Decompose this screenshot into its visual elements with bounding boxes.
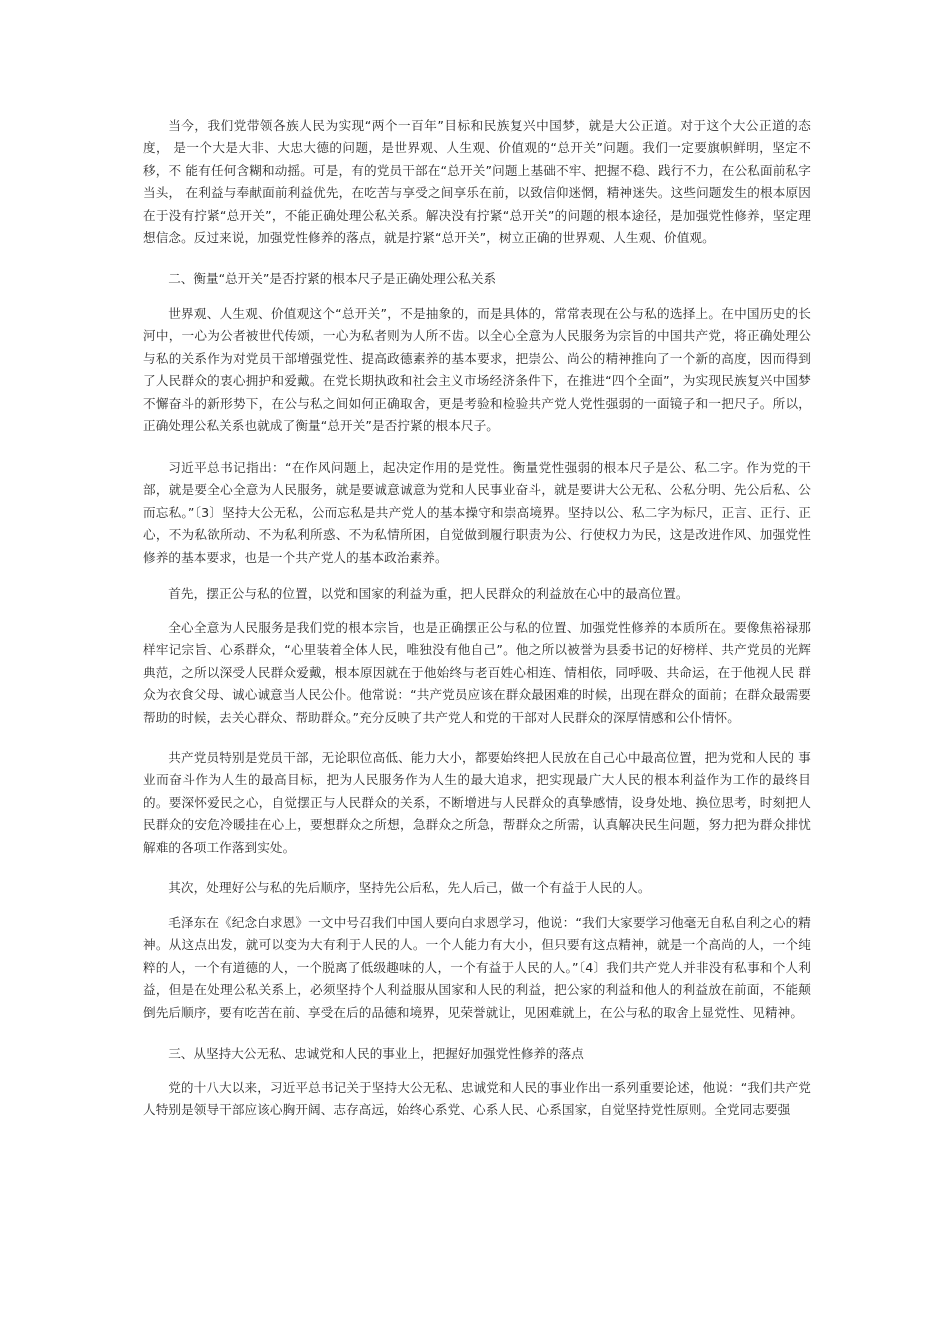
paragraph-9: 党的十八大以来，习近平总书记关于坚持大公无私、忠诚党和人民的事业作出一系列重要论述，他说：“我们共产党人特别是领导干部应该心胸开阔、志存高远，始终心系党、心系人民、心系国家，自觉坚持党性原则。全党同志要强 [143,1080,811,1118]
paragraph-5: 全心全意为人民服务是我们党的根本宗旨，也是正确摆正公与私的位置、加强党性修养的本质所在。要像焦裕禄那样牢记宗旨、心系群众，“心里装着全体人民，唯独没有他自己”。他之所以被誉为县委书记的好榜样、共产党员的光辉典范，之所以深受人民群众爱戴，根本原因就在于他始终与老百姓心相连、情相依，同呼吸、共命运，在于他视人民 群众为衣食父母、诚心诚意当人民公仆。他常说：“共产党员应该在群众最困难的时候，出现在群众的面前；在群众最需要帮助的时候，去关心群众、帮助群众。”充分反映了共产党人和党的干部对人民群众的深厚情感和公仆情怀。 [143,620,811,725]
paragraph-6: 共产党员特别是党员干部，无论职位高低、能力大小，都要始终把人民放在自己心中最高位置，把为党和人民的 事业而奋斗作为人生的最高目标，把为人民服务作为人生的最大追求，把实现最广大人民的根本利益作为工作的最终目的。要深怀爱民之心，自觉摆正与人民群众的关系，不断增进与人民群众的真挚感情，设身处地、换位思考，时刻把人民群众的安危冷暖挂在心上，要想群众之所想，急群众之所急，帮群众之所需，认真解决民生问题，努力把为群众排忧 解难的各项工作落到实处。 [143,750,811,855]
section-heading-2: 二、衡量“总开关”是否拧紧的根本尺子是正确处理公私关系 [168,271,497,286]
section-heading-3: 三、从坚持大公无私、忠诚党和人民的事业上，把握好加强党性修养的落点 [168,1046,584,1061]
paragraph-7: 其次，处理好公与私的先后顺序，坚持先公后私，先人后己，做一个有益于人民的人。 [168,880,651,895]
paragraph-8: 毛泽东在《纪念白求恩》一文中号召我们中国人要向白求恩学习，他说：“我们大家要学习他毫无自私自利之心的精神。从这点出发，就可以变为大有利于人民的人。一个人能力有大小，但只要有这点精神，就是一个高尚的人，一个纯粹的人，一个有道德的人，一个脱离了低级趣味的人，一个有益于人民的人。”〔4〕我们共产党人并非没有私事和个人利益，但是在处理公私关系上，必须坚持个人利益服从国家和人民的利益，把公家的利益和他人的利益放在前面，不能颠倒先后顺序，要有吃苦在前、享受在后的品德和境界，见荣誉就让，见困难就上，在公与私的取舍上显党性、见精神。 [143,915,811,1020]
paragraph-2: 世界观、人生观、价值观这个“总开关”，不是抽象的，而是具体的，常常表现在公与私的选择上。在中国历史的长河中，一心为公者被世代传颂，一心为私者则为人所不齿。以全心全意为人民服务为宗旨的中国共产党，将正确处理公与私的关系作为对党员干部增强党性、提高政德素养的基本要求，把崇公、尚公的精神推向了一个新的高度，因而得到了人民群众的衷心拥护和爱戴。在党长期执政和社会主义市场经济条件下，在推进“四个全面”，为实现民族复兴中国梦不懈奋斗的新形势下，在公与私之间如何正确取舍，更是考验和检验共产党人党性强弱的一面镜子和一把尺子。所以， 正确处理公私关系也就成了衡量“总开关”是否拧紧的根本尺子。 [143,306,811,434]
paragraph-4: 首先，摆正公与私的位置，以党和国家的利益为重，把人民群众的利益放在心中的最高位置。 [168,586,689,601]
paragraph-3: 习近平总书记指出：“在作风问题上，起决定作用的是党性。衡量党性强弱的根本尺子是公、私二字。作为党的干部，就是要全心全意为人民服务，就是要诚意诚意为党和人民事业奋斗，就是要讲大公无私、公私分明、先公后私、公而忘私。”〔3〕坚持大公无私，公而忘私是共产党人的基本操守和崇高境界。坚持以公、私二字为标尺，正言、正行、正心，不为私欲所动、不为私利所惑、不为私情所困，自觉做到履行职责为公、行使权力为民，这是改进作风、加强党性修养的基本要求，也是一个共产党人的基本政治素养。 [143,460,811,565]
paragraph-1: 当今，我们党带领各族人民为实现“两个一百年”目标和民族复兴中国梦，就是大公正道。对于这个大公正道的态度， 是一个大是大非、大忠大德的问题，是世界观、人生观、价值观的“总开关”问题。我们一定要旗帜鲜明，坚定不移，不 能有任何含糊和动摇。可是，有的党员干部在“总开关”问题上基础不牢、把握不稳、践行不力，在公私面前私字当头， 在利益与奉献面前利益优先，在吃苦与享受之间享乐在前，以致信仰迷惘，精神迷失。这些问题发生的根本原因在于没有拧紧“总开关”，不能正确处理公私关系。解决没有拧紧“总开关”的问题的根本途径，是加强党性修养，坚定理想信念。反过来说，加强党性修养的落点，就是拧紧“总开关”，树立正确的世界观、人生观、价值观。 [143,118,811,246]
